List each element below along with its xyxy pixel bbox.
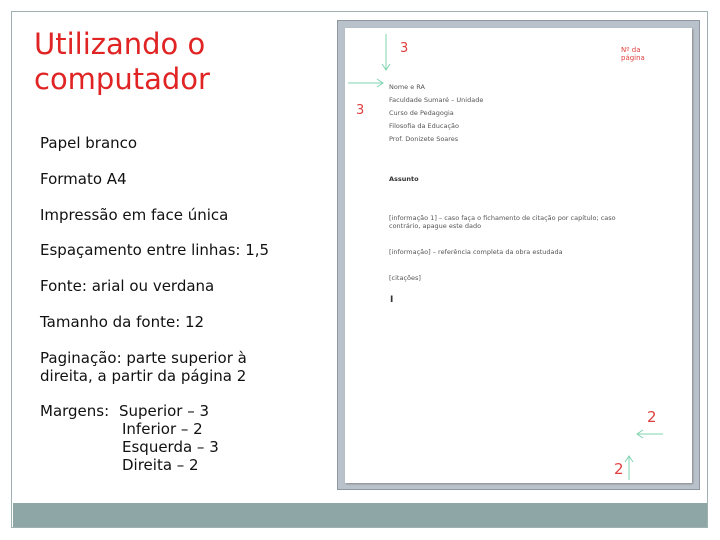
margin-arrows [345,28,692,483]
doc-subject-heading: Assunto [389,175,419,183]
doc-citations: [citações] [389,274,421,282]
annotation-top-margin: 3 [400,41,409,56]
requirement-pagination-line-2: direita, a partir da página 2 [40,367,247,385]
annotation-page-number-line-1: Nº da [621,46,641,54]
document-preview [337,20,700,490]
document-page [345,28,692,483]
doc-header-name: Nome e RA [389,83,426,91]
requirement-paper: Papel branco [40,134,138,152]
margin-left: Esquerda – 3 [122,438,219,456]
annotation-bottom-margin: 2 [614,460,624,478]
annotation-right-margin: 2 [647,408,657,426]
footer-bar [12,503,707,527]
margin-bottom: Inferior – 2 [122,420,203,438]
doc-info-2: [informação] – referência completa da obra estudada [389,248,563,256]
doc-header-faculty: Faculdade Sumaré – Unidade [389,96,484,104]
margins-label: Margens: [40,402,110,420]
slide-title-line-1: Utilizando o [34,27,206,61]
doc-header-subject: Filosofia da Educação [389,122,459,130]
annotation-page-number-line-2: página [621,54,645,62]
requirement-printing: Impressão em face única [40,206,229,224]
slide-title-line-2: computador [34,62,210,96]
margin-top: Superior – 3 [119,402,210,420]
doc-header-course: Curso de Pedagogia [389,109,454,117]
requirement-format: Formato A4 [40,170,127,188]
requirement-font: Fonte: arial ou verdana [40,277,215,295]
slide-title [34,27,334,97]
requirement-pagination-line-1: Paginação: parte superior à [40,349,247,367]
margin-right: Direita – 2 [122,456,199,474]
doc-text-cursor: I [390,295,394,305]
doc-header-professor: Prof. Donizete Soares [389,135,459,143]
requirement-line-spacing: Espaçamento entre linhas: 1,5 [40,241,270,259]
requirement-font-size: Tamanho da fonte: 12 [40,313,205,331]
footer-bar-divider [12,503,13,527]
doc-info-1: [informação 1] – caso faça o fichamento de citação por capítulo; caso contrário, apague este dado [389,214,616,230]
annotation-left-margin: 3 [356,103,365,118]
